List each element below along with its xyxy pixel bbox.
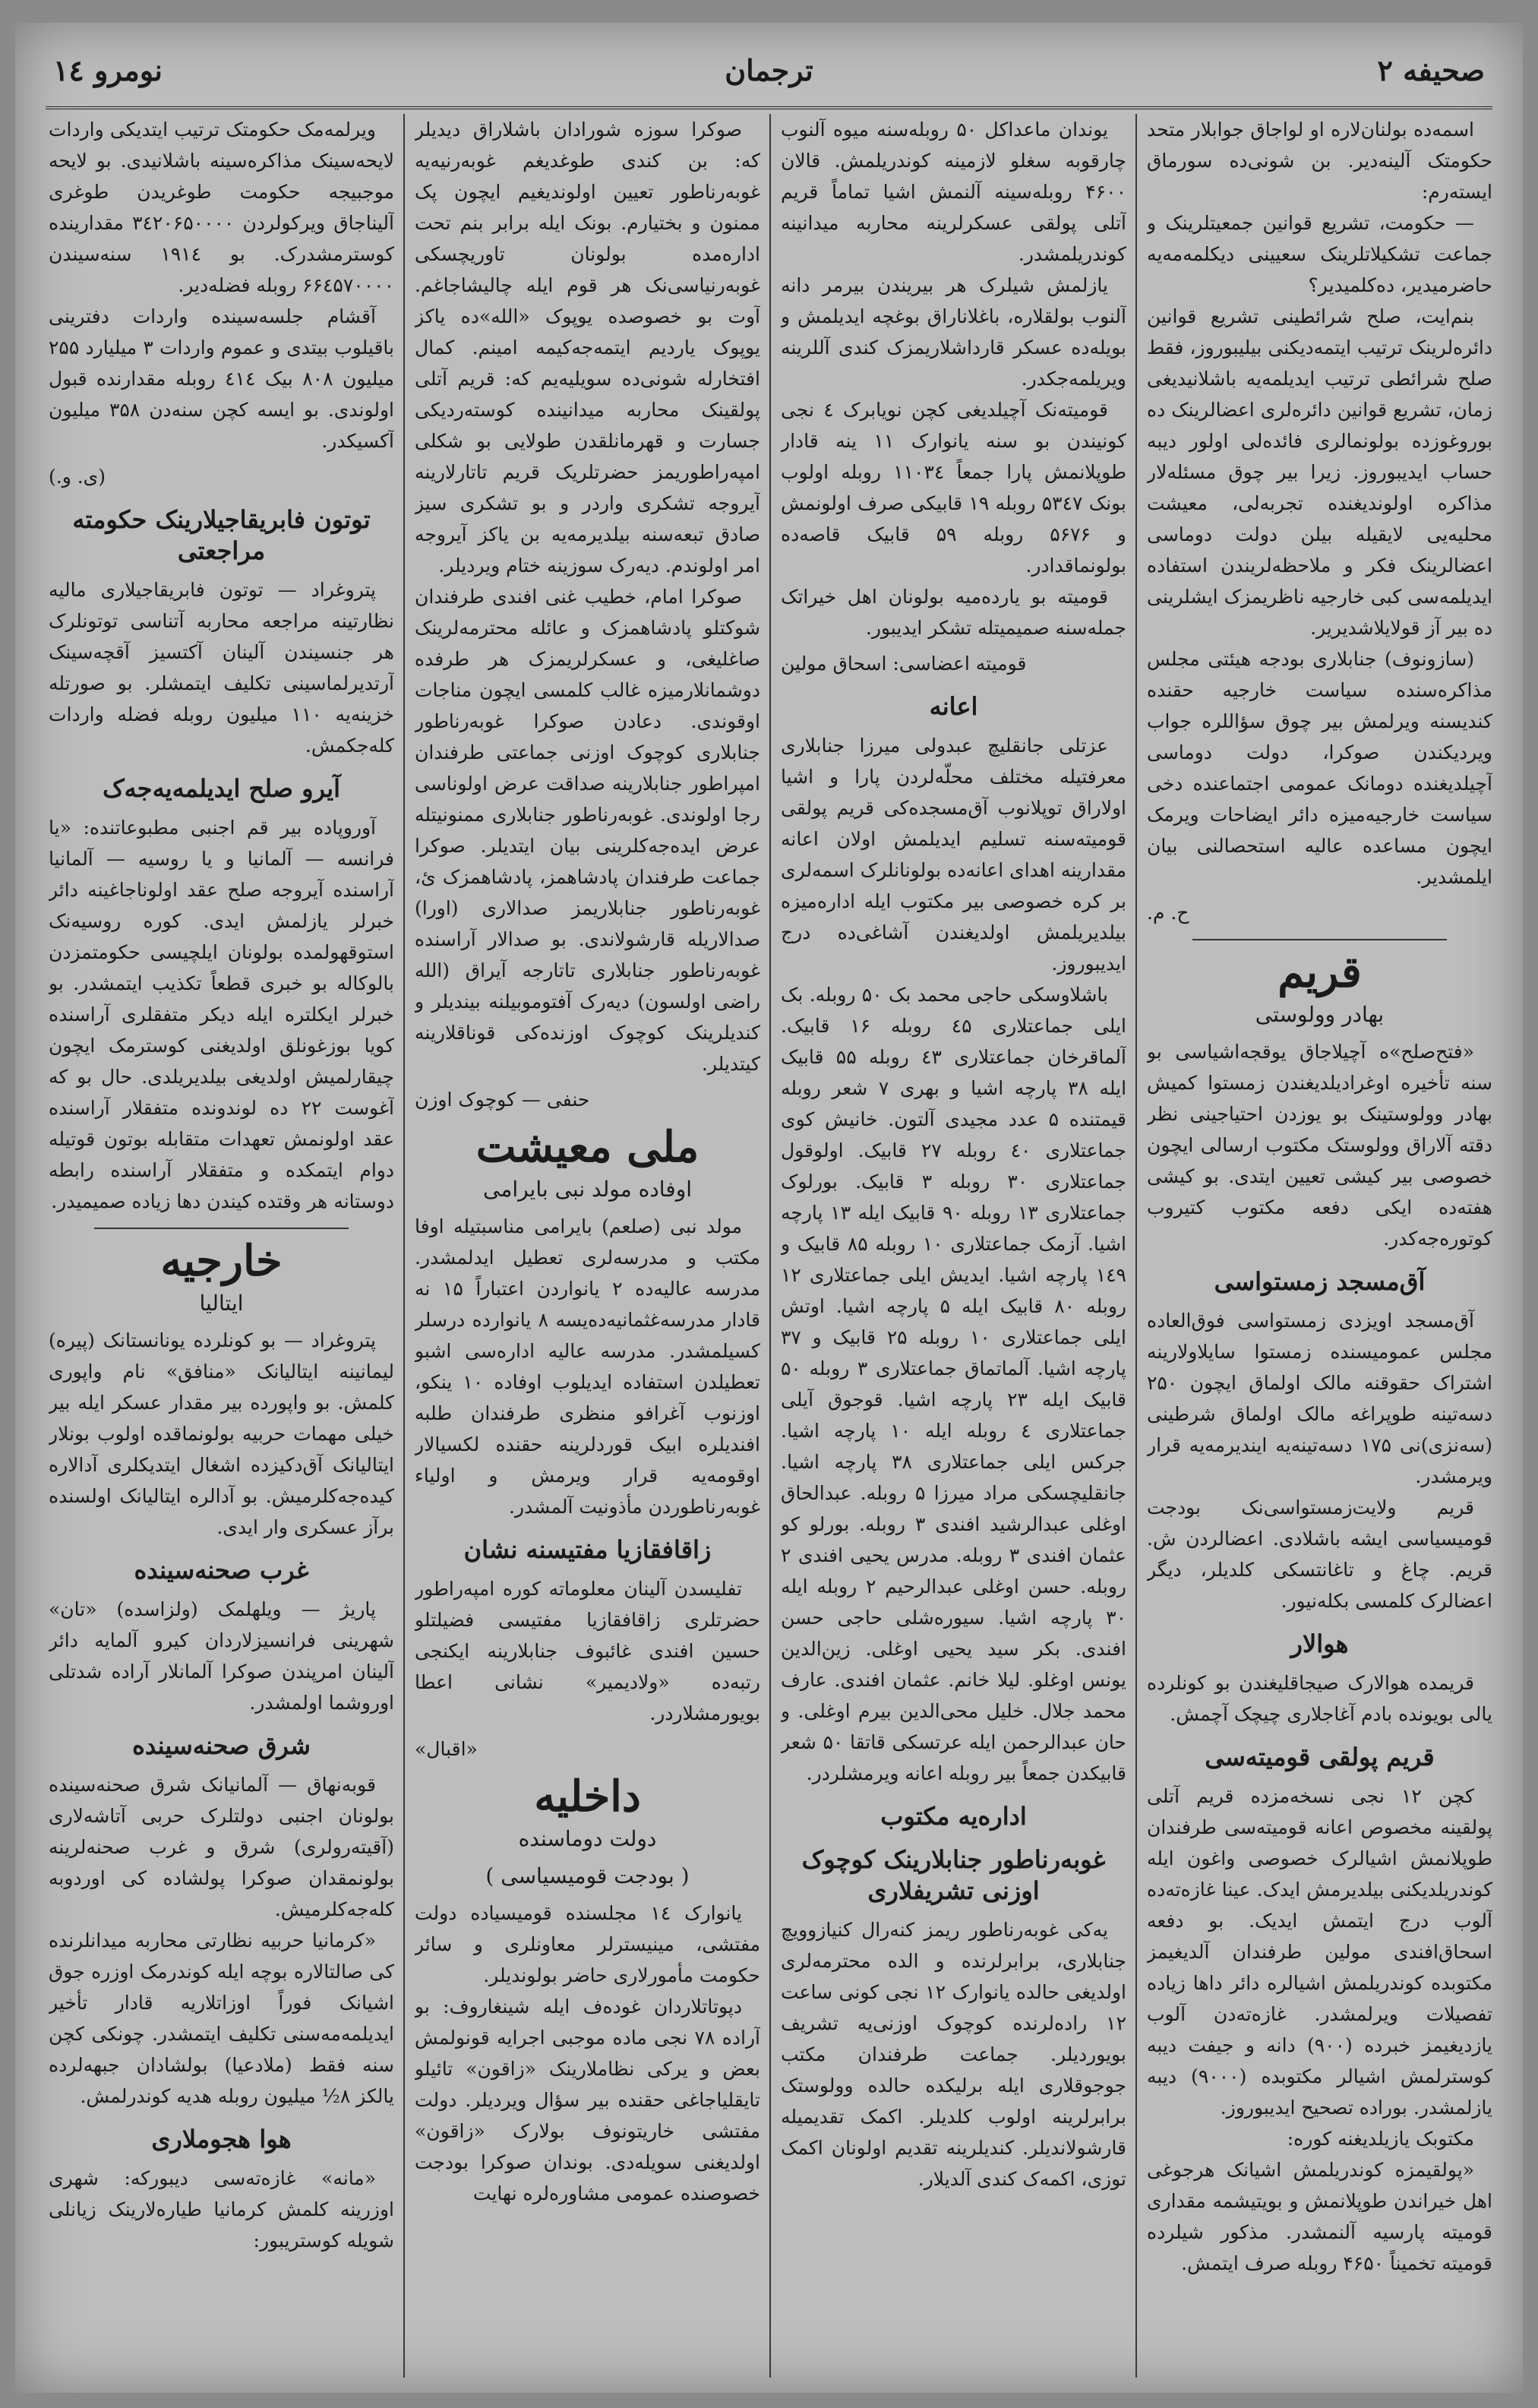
article-paragraph: اسمه‌ده بولنان‌لاره او لواجاق جوابلار متحد حکومتک آلینه‌دیر. بن شونی‌ده سورماق ایسته‌رم:	[1147, 119, 1492, 203]
article-paragraph: — حکومت، تشریع قوانین جمعیتلرینک و جماعت تشکیلاتلرینک سعیینی دیکلمه‌مه‌یه حاضرمیدیر، ده‌کلمیدیر؟	[1147, 212, 1492, 296]
article-paragraph: عزتلی جانقلیچ عبدولی میرزا جنابلاری معرفتیله مختلف محلّه‌لردن پارا و اشیا اولاراق توپلانوب آق‌مسجده‌کی قریم پولقی قومیته‌سنه تسلیم ایدیلمش اولان اعانه مقدارینه اهدای اعانه‌ده بولونانلرک اسمه‌لری بر کره خصوصی بیر مکتوب ایله اداره‌میزه بیلدیریلمش اولدیغندن آشاغی‌ده درج ایدیبوروز.	[781, 735, 1126, 975]
article-paragraph: کچن ۱۲ نجی نسخه‌مزده قریم آتلی پولقینه مخصوص اعانه قومیته‌سی طرفندان طوپلانمش اشیالرک خصوصی واغون ایله کوندریلدیکنی بیلدیرمش ایدک. عینا غازه‌ته‌ده آلوب درج ایتمش ایدیک. بو دفعه اسحاق‌افندی مولین طرفندان آلدیغیمز مکتوبده کوندریلمش اشیالره دائر داها زیاده تفصیلات ویرلمشدر. غازه‌ته‌دن آلوب یازدیغیمز خبرده (۹۰۰) دانه و جیفت دیبه کوسترلمش اشیالر مکتوبده (۹۰۰۰) دیبه یازلمشدر. بوراده تصحیح ایدیبوروز.	[1147, 1785, 1492, 2119]
section-heading: غوبه‌رناطور جنابلارینک کوچوک اوزنی تشریفلاری	[801, 1845, 1106, 1905]
subheading: دولت دوماسنده	[518, 1826, 657, 1851]
columns	[46, 114, 1492, 2378]
article-paragraph: (سازونوف) جنابلاری بودجه هیئتی مجلس مذاکره‌سنده سیاست خارجیه حقنده کندیسنه ویرلمش بیر چوق سؤاللره جواب ویردیکندن صوکرا، دولت دوماسی آچیلدیغنده دومانک عمومی اجتماعنده دخی سیاست خارجیه‌میزه دائر ایضاحات ویرمک ایچون مساعده عالیه استحصالنی بیان ایلمشدیر.	[1147, 648, 1492, 888]
section-title: خارجیه	[160, 1236, 283, 1286]
article-paragraph: یانوارک ۱٤ مجلسنده قومیسیاده دولت مفتشی، مینیسترلر معاونلری و سائر حکومت مأمورلاری حاضر بولوندیلر.	[415, 1902, 760, 1986]
article-paragraph: قومیته بو یارده‌میه بولونان اهل خیراتک جمله‌سنه صمیمیتله تشکر ایدیبور.	[781, 586, 1126, 639]
article-paragraph: قومیته‌نک آچیلدیغی کچن نویابرک ٤ نجی کونیندن بو سنه یانوارک ۱۱ ینه قادار طوپلانمش پارا جمعاً ۱۱۰۳٤ روبله اولوب بونک ۵۳٤۷ روبله ۱۹ قابیکی صرف اولونمش و ۵۶۷۶ روبله ۵۹ قابیک قاصه‌ده بولونماقدادر.	[781, 399, 1126, 577]
section-title: ملی معیشت	[475, 1122, 700, 1172]
section-heading: آق‌مسجد زمستواسی	[1214, 1267, 1426, 1296]
article-paragraph: «مانه» غازه‌ته‌سی دیبورکه: شهری اوزرینه کلمش کرمانیا طیاره‌لارینک زیانلی شویله کوستریبور:	[49, 2167, 394, 2252]
signature: حنفی — کوچوک اوزن	[415, 1089, 590, 1111]
article-paragraph: یه‌کی غوبه‌رناطور ریمز کنه‌رال کنیازوویچ جنابلاری، برابرلرنده و الده محترمه‌لری اولدیغی حالده یانوارک ۱۲ نجی کونی ساعت ۱۲ راده‌لرنده کوچوک اوزنی‌یه تشریف بویوردیلر. جماعت طرفندان مکتب جوجوقلاری ایله برلیکده حالده وولوستک برابرلرینه اولوب کلدیلر. اکمک تقدیمیله قارشولاندیلر. کندیلرینه تقدیم اولونان اکمک توزی، اکمه‌ک کندی آلدیلار.	[781, 1919, 1126, 2190]
article-paragraph: مولد نبی (صلعم) بایرامی مناسبتیله اوفا مکتب و مدرسه‌لری تعطیل ایدلمشدر. مدرسه عالیه‌ده ۲ یانواردن اعتباراً ۱۵ نه قادار مدرسه‌غثمانیه‌ده‌یسه‌ ۸ یانوارده درسلر کسیلمشدر. مدرسه عالیه اداره‌سی اشبو تعطیلدن استفاده ایدیلوب اوفاده ۱۰ ینکو، اوزنوب آغرافو منظری طرفندان طلبه افندیلره ابیک قوردلرینه حقنده لکسیالار اوقومه‌یه قرار ویرمش و اولیاء غوبه‌رناطوردن مأذونیت آلمشدر.	[415, 1215, 760, 1518]
signature: قومیته اعضاسی: اسحاق مولین	[781, 653, 1027, 675]
section-title: قریم	[1277, 947, 1362, 997]
article-paragraph: آوروپاده بیر قم اجنبی مطبوعاتنده: «یا فرانسه — آلمانیا و یا روسیه — آلمانیا آراسنده آیروجه صلح عقد اولوناجاغینه دائر خبرلر یازلمش ایدی. کوره روسیه‌نک استوقهولمده بولونان ایلچیسی حکومتمزدن بالوکاله بو خبری قطعاً تکذیب ایتمشدر. بو خبرلر ایکلتره ایله دیکر متفقلری آراسنده کویا بوزغونلق اولدیغنی کوسترمک ایچون چیقارلمیش اولدیغی بیلدیریلدی. حال بو که آغوست ۲۲ ده لوندونده متفقلار آراسنده عقد اولونمش تعهدات متقابله بوتون قوتیله دوام ایتمکده و متفقلار آراسنده رابطه دوستانه هر وقتده کیندن دها زیاده صمیمیدر.	[49, 817, 394, 1212]
newspaper-page	[15, 23, 1523, 2393]
section-heading: شرق صحنه‌سینده	[132, 1731, 311, 1760]
page-label: صحیفه ۲	[1377, 53, 1485, 87]
article-paragraph: پاریژ — ویلهلمک (ولزاسده) «تان» شهرینی فرانسیزلاردان کیرو آلمایه دائر آلینان امرپندن صوکرا آلمانلار آراده شدتلی اوروشما اولمشدر.	[49, 1598, 394, 1714]
masthead	[46, 38, 1492, 109]
section-title: داخلیه	[534, 1771, 641, 1822]
section-heading: توتون فابریقاجیلارینک حکومته مراجعتی	[72, 505, 371, 565]
subheading: بهادر وولوستی	[1255, 1002, 1385, 1027]
section-heading: قریم پولقی قومیته‌سی	[1205, 1743, 1435, 1771]
article-paragraph: ویرلمه‌مک حکومتک ترتیب ایتدیکی واردات لایحه‌سینک مذاکره‌سینه باشلانیدی. بو لایحه موجبیجه حکومت طوغریدن طوغری آلیناجاق ویرکولردن ۳٤۲۰۶۵۰۰۰۰ مقدارینده کوسترمشدرک. بو ۱۹۱٤ سنه‌سیندن ۶۶٤۵۷۰۰۰۰ روبله فضله‌دیر.	[49, 119, 394, 296]
section-heading: آیرو صلح ایدیلمه‌یه‌جه‌ک	[103, 774, 340, 803]
subheading: ایتالیا	[199, 1291, 244, 1316]
column-1	[1147, 114, 1492, 2378]
signature: ح. م.	[1147, 902, 1189, 924]
article-paragraph: قوبه‌نهاق — آلمانیانک شرق صحنه‌سینده بولونان اجنبی دولتلرک حربی آتاشه‌لاری (آقیته‌رولری) شرق و غرب صحنه‌لرینه بولونمقدان صوکرا پولشاده کی اوردوبه کله‌جه‌کلرمیش.	[49, 1774, 394, 1920]
article-paragraph: «فتح‌صلح»ه آچیلاجاق یوقجه‌اشیاسی بو سنه تأخیره اوغرادیلدیغندن زمستوا کمیش بهادر وولوستینک بو یوزدن احتیاجینی نظر دقته آلاراق وولوستک مکتوب ارسالی ایچون خصوصی بیر کیشی تعیین ایتدی. بو کیشی هفته‌ده ایکی دفعه مکتوب کتیروب کوتوره‌جه‌کدر.	[1147, 1041, 1492, 1250]
article-paragraph: پتروغراد — بو کونلرده یونانستانک (پیره) لیمانینه ایتالیانک «منافق» نام واپوری کلمش. بو واپورده بیر مقدار عسکر ایله بیر خیلی مهمات حربیه بولونماقده اولوب بونلار ایتالیانک آق‌دکیزده اشغال ایتدیکلری آدالاره کیده‌جه‌کلرمیش. بو آدالره ایتالیانک اولسنده برآز عسکری وار ایدی.	[49, 1329, 394, 1538]
column-4	[49, 114, 394, 2378]
column-divider	[403, 114, 405, 2378]
newspaper-name: ترجمان	[725, 53, 813, 87]
signature: «اقبال»	[415, 1738, 478, 1760]
article-paragraph: صوکرا امام، خطیب غنی افندی طرفندان شوکتلو پادشاهمزک و عائله محترمه‌لرینک صاغلیغی، و عسکرلریمزک هر طرفده دوشمانلارمیزه غالب کلمسی ایچون مناجات اوقوندی. دعادن صوکرا غوبه‌رناطور جنابلاری کوچوک اوزنی جماعتی طرفندان امپراطور جنابلارینه صداقت عرض اولوناسی رجا اولوندی. غوبه‌رناطور جنابلاری ممنونیتله عرض ایده‌جه‌کلرینی بیان ایتدیلر. صوکرا جماعت طرفندان پادشاهمز، پادشاهمزک ئ، غوبه‌رناطور جنابلاریمز صدالاری (اورا) صدالاریله قارشولاندی. بو صدالار آراسنده غوبه‌رناطور جنابلاری تاتارجه آیراق (الله راضی اولسون) دیه‌رک آفتوموبیلنه بیندیلر و کندیلرینک کوچوک اوزنده‌کی قوناقلارینه کیتدیلر.	[415, 586, 760, 1075]
article-paragraph: دپوتاتلاردان غوده‌ف ایله شینغاروف: بو آراده ۷۸ نجی ماده موجبی اجرایه قونولمش بعض و یرکی نظاملارینک «زاقون» تائیلو تایقلیاجاغی حقنده بیر سؤال ویردیلر. دولت مفتشی خاریتونوف بولارک «زاقون» اولدیغنی سویله‌دی. بوندان صوکرا بودجت خصوصنده عمومی مشاوره‌لره نهایت	[415, 1996, 760, 2204]
section-heading: اعانه	[929, 692, 978, 721]
article-paragraph: «پولقیمزه کوندریلمش اشیانک هرجوغی اهل خیراندن طوپلانمش و بویتیشمه مقداری قومیته پارسیه آلنمشدر. مذکور شیلرده قومیته تخمیناً ۴۶۵۰ روبله صرف ایتمش.	[1147, 2159, 1492, 2274]
article-paragraph: آقشام جلسه‌سینده واردات دفترینی باقیلوب بیتدی و عموم واردات ۳ میلیارد ۲۵۵ میلیون ۸۰۸ بیک ٤۱٤ روبله مقدارنده قبول اولوندی. بو ایسه کچن سنه‌دن ۳۵۸ میلیون آکسیکدر.	[49, 305, 394, 452]
section-divider	[1192, 939, 1447, 940]
article-paragraph: باشلاوسکی حاجی محمد بک ۵۰ روبله. بک ایلی جماعتلاری ٤۵ روبله ۱۶ قابیک. آلماقرخان جماعتلاری ٤۳ روبله ۵۵ قابیک ایله ۳۸ پارچه اشیا و بهری ۷ شعر روبله قیمتنده ۵ عدد مجیدی آلتون. خانیش کوی جماعتلاری ٤۰ روبله ۲۷ قابیک. اولوقول جماعتلاری ۳۰ روبله ۳ قابیک. بورلوک جماعتلاری ۱۳ روبله ۹۰ قابیک ایله ۱۳ پارچه اشیا. آزمک جماعتلاری ۱۰ روبله ۸۵ قابیک و ۱٤۹ پارچه اشیا. ایدیش ایلی جماعتلاری ۱۲ روبله ۸۰ قابیک ایله ۵ پارچه اشیا. اوتش ایلی جماعتلاری ۱۰ روبله ۲۵ قابیک و ۳۷ پارچه اشیا. آلماتماق جماعتلاری ۳ روبله ۵۰ قابیک ایله ۲۳ پارچه اشیا. قوجوق آیلی جماعتلاری ٤ روبله ایله ۱۰ پارچه اشیا. جرکس ایلی جماعتلاری ۳۸ پارچه اشیا. جانقلیچسکی مراد میرزا ۵ روبله. عبدالحاق اوغلی عبدالرشید افندی ۳ روبله. بورلو کو عثمان افندی ۳ روبله. مدرس یحیی افندی ۲ روبله. حسن اوغلی عبدالرحیم ۲ روبله ایله ۳۰ پارچه اشیا. سیوره‌شلی حاجی حسن افندی. بکر سید یحیی اوغلی. زین‌الدین یونس اوغلو. لیلا خانم. عثمان افندی. عارف محمد جلال. خلیل محی‌الدین بیرم اوغلی. و حان عبدالرحمن ایله عرتسکی قاتقا ۵۰ شعر قابیکدن جمعاً بیر روبله اعانه ویرمشلردر.	[781, 984, 1126, 1784]
column-2	[781, 114, 1126, 2378]
section-heading: هوا هجوملاری	[151, 2125, 292, 2154]
subheading: ( بودجت قومیسیاسی )	[485, 1863, 690, 1888]
article-paragraph: قریم ولایت‌زمستواسی‌نک بودجت قومیسیاسی ایشه باشلادی. اعضالردن ش. قریم. چاغ و تاغانتسکی کلدیلر، دیگر اعضالرک کلمسی بکله‌نیور.	[1147, 1496, 1492, 1612]
article-paragraph: پتروغراد — توتون فابریقاجیلاری مالیه نظارتینه مراجعه محاربه آتناسی توتونلرک هر جنسیندن آلینان آکتسیز آقچه‌سینک آرتدیرلماسینی تکلیف ایتمشلر. بو صورتله خزینه‌یه ۱۱۰ میلیون روبله فضله واردات کله‌جکمش.	[49, 579, 394, 757]
article-paragraph: قریمده هوالارک صیجاقلیغندن بو کونلرده یالی بویونده بادم آغاجلاری چیچک آچمش.	[1147, 1672, 1492, 1725]
article-paragraph: مکتوبک یازیلدیغنه کوره:	[1287, 2128, 1474, 2150]
section-divider	[94, 1228, 349, 1229]
section-heading: زاقافقازیا مفتیسنه نشان	[463, 1535, 712, 1564]
article-paragraph: تفلیسدن آلینان معلوماته کوره امپه‌راطور حضرتلری زاقافقازیا مفتیسی فضیلتلو حسین افندی غائبوف جنابلارینه ایکنجی رتبه‌ده «ولادیمیر» نشانی اعطا بویورمشلاردر.	[415, 1578, 760, 1724]
column-divider	[769, 114, 771, 2378]
column-3	[415, 114, 760, 2378]
issue-number: نومرو ۱٤	[53, 53, 163, 87]
subheading: اوفاده مولد نبی بایرامی	[482, 1177, 692, 1202]
column-divider	[1135, 114, 1137, 2378]
article-paragraph: بنم‌ایت، صلح شرائطینی تشریع قوانین دائره‌لرینک ترتیب ایتمه‌دیکنی بیلیبوروز، فقط صلح شرائطی ترتیب ایدیلمه‌یه باشلانیدیغی زمان، تشریع قوانین دائره‌لری اعضالرینک ده بوروغوزده بولونمالری فائده‌لی اولور دیبه حساب ایدیبوروز. زیرا بیر چوق مسئله‌لار مذاکره اولوندیغنده تجربه‌لی، معیشت محلیه‌یی لایقیله بیلن دولت دوماسی اعضالرینک فکر و ملاحظه‌لریندن استفاده ایدیلمه‌سی کبی خارجیه ناظریمزک ایشلرینی ده بیر آز قولایلاشدیریر.	[1147, 305, 1492, 639]
article-paragraph: یوندان ماعداکل ۵۰ روبله‌سنه میوه آلنوب چارقوبه سغلو لازمینه کوندریلمش. قالان ۴۶۰۰ روبله‌سینه آلنمش اشیا تماماً قریم آتلی پولقی عسکرلرینه محاربه میدانینه کوندریلمشدر.	[781, 119, 1126, 265]
section-heading: هوالار	[1290, 1629, 1349, 1658]
article-paragraph: یازلمش شیلرک هر بیریندن بیرمر دانه آلنوب بولقلاره، باغلاناراق بوغچه ایدیلمش و بویله‌ده عسکر قارداشلاریمزک کندی آللرینه ویریلمه‌جکدر.	[781, 274, 1126, 390]
signature: (ی. و.)	[49, 466, 106, 488]
section-heading: غرب صحنه‌سینده	[134, 1556, 309, 1585]
section-heading: اداره‌یه مکتوب	[880, 1802, 1027, 1831]
article-paragraph: صوکرا سوزه شورادان باشلاراق دیدیلر که: بن کندی طوغدیغم غوبه‌رنیه‌یه غوبه‌رناطور تعیین اولوندیغیم ایچون پک ممنون و بختیارم. بونک ایله برابر بنم تحت اداره‌مده بولونان تاوریچسکی غوبه‌رنیاسی‌نک هر قوم ایله چالیشاجاغم. آوت بو خصوصده یوپوک «الله»‌ده یاکز یوپوک یاردیم ایتمه‌جه‌کیمه امینم. کمال افتخارله شونی‌ده سویلیه‌یم که: قریم آتلی پولقینک محاربه میدانینده کوسته‌ردیکی جسارت و قهرمانلقدن طولایی بو شکلی امپه‌راطوریمز حضرتلریک قریم تاتارلارینه آیروجه تشکری واردر و بو تشکری سیز صادق تبعه‌سنه بیلدیرمه‌یه بن یاکز آیروجه امر اولوندم. دیه‌رک سوزینه ختام ویردیلر.	[415, 119, 760, 577]
article-paragraph: آق‌مسجد اویزدی زمستواسی فوق‌العاده مجلس عمومیسنده زمستوا سایلاولارینه اشتراک حقوقنه مالک اولماق ایچون ۲۵۰ دسه‌تینه طوپراغه مالک اولماق شرطینی (سه‌نزی)‌نی ۱۷۵ دسه‌تینه‌یه ایندیرمه‌یه قرار ویرمشدر.	[1147, 1310, 1492, 1487]
article-paragraph: «کرمانیا حربیه نظارتی محاربه میدانلرنده کی صالتالاره بوچه ایله کوندرمک اوزره جوق اشیانک فوراً اوزاتلاریه قادار تأخیر ایدیلمه‌مه‌سنی تکلیف ایتمشدر. چونکی کچن سنه فقط (ملادعیا) بولشادان جبهه‌لرده یالکز ۸½ میلیون روبله هدیه کوندرلمش.	[49, 1929, 394, 2107]
